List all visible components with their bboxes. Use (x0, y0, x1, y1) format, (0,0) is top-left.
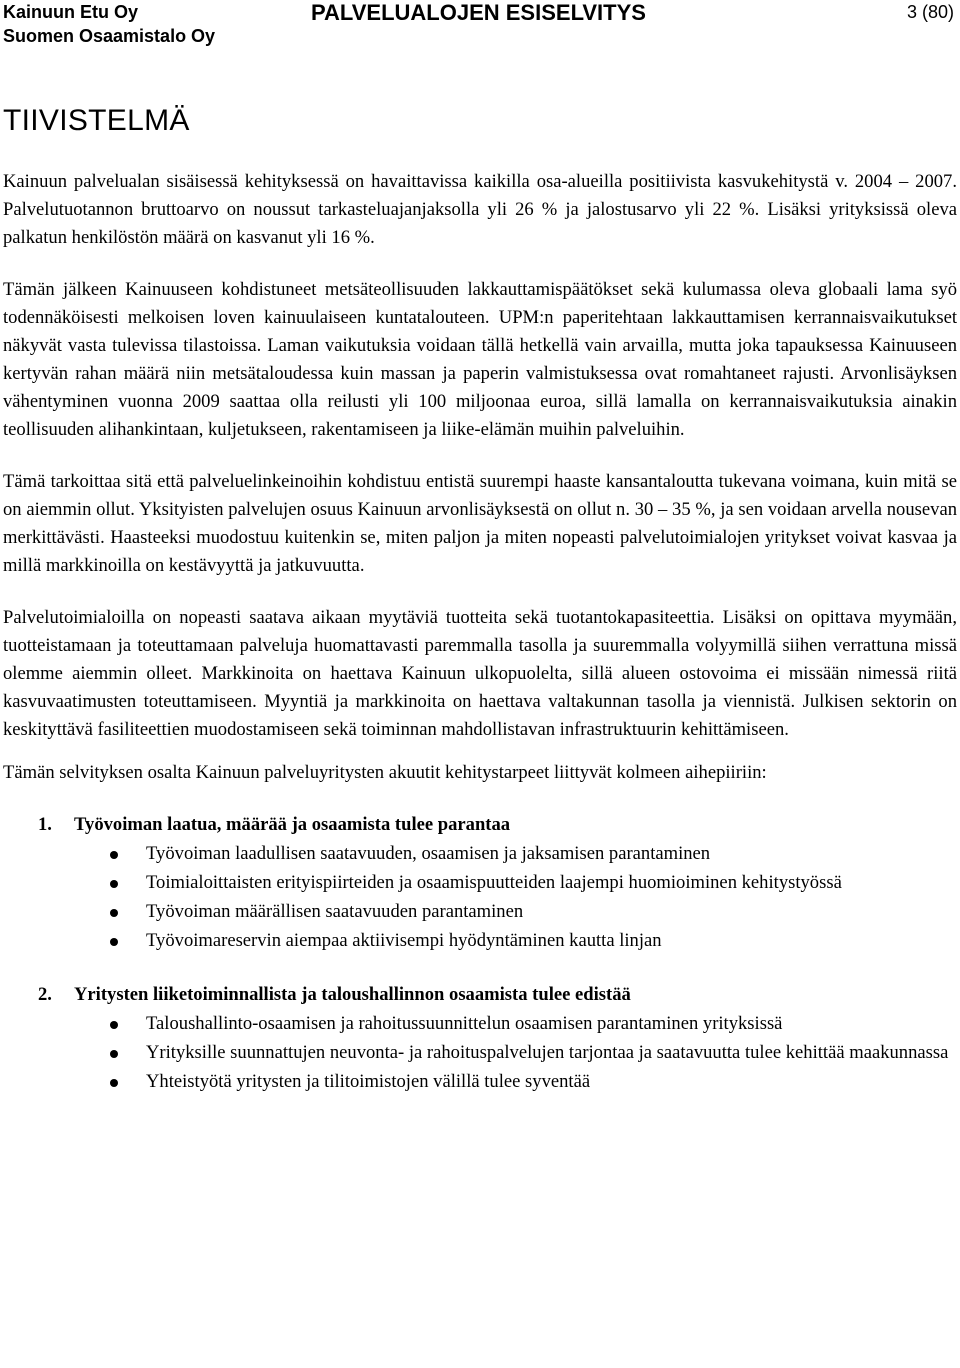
list-heading-text: Yritysten liiketoiminnallista ja taloushallinnon osaamista tulee edistää (74, 984, 631, 1005)
bullet-text: Yrityksille suunnattujen neuvonta- ja rahoituspalvelujen tarjontaa ja saatavuutta tulee kehittää maakunnassa (146, 1042, 949, 1063)
page-header (0, 0, 960, 48)
document-body (3, 168, 957, 1096)
list-heading (3, 981, 957, 1009)
list-item (3, 811, 957, 955)
bullet-list (3, 839, 957, 955)
bullet-item (3, 1038, 957, 1067)
numbered-list (3, 811, 957, 1096)
bullet-text: Taloushallinto-osaamisen ja rahoitussuunnittelun osaamisen parantaminen yrityksissä (146, 1013, 783, 1034)
bullet-icon (110, 1021, 118, 1029)
list-number: 1. (38, 814, 52, 835)
bullet-item (3, 839, 957, 868)
paragraph-2: Tämän jälkeen Kainuuseen kohdistuneet metsäteollisuuden lakkauttamispäätökset sekä kulumassa oleva globaali lama syö todennäköisesti melkoisen loven kainuulaiseen kuntatalouteen. UPM:n paperitehtaan lakkauttamisen kerrannaisvaikutukset näkyvät vasta tulevissa tilastoissa. Laman vaikutuksia voidaan tällä hetkellä vain arvailla, mutta joka tapauksessa Kainuuseen kertyvän rahan määrä niin metsätaloudessa kuin massan ja paperin valmistuksessa ovat romahtaneet rajusti. Arvonlisäyksen vähentyminen vuonna 2009 saattaa olla reilusti yli 100 miljoonaa euroa, sillä lamalla on kerrannaisvaikutuksia ainakin teollisuuden alihankintaan, kuljetukseen, rakentamiseen ja liike-elämän muihin palveluihin. (3, 279, 957, 440)
bullet-icon (110, 938, 118, 946)
section-title: TIIVISTELMÄ (3, 104, 190, 137)
bullet-item (3, 897, 957, 926)
paragraph-1: Kainuun palvelualan sisäisessä kehityksessä on havaittavissa kaikilla osa-alueilla positiivista kasvukehitystä v. 2004 – 2007. Palvelutuotannon bruttoarvo on noussut tarkasteluajanjaksolla yli 26 % ja jalostusarvo yli 22 %. Lisäksi yrityksissä oleva palkatun henkilöstön määrä on kasvanut yli 16 %. (3, 171, 957, 248)
bullet-item (3, 1009, 957, 1038)
list-number: 2. (38, 984, 52, 1005)
bullet-icon (110, 909, 118, 917)
paragraph-5: Tämän selvityksen osalta Kainuun palveluyritysten akuutit kehitystarpeet liittyvät kolmeen aihepiiriin: (3, 762, 767, 783)
list-heading-text: Työvoiman laatua, määrää ja osaamista tulee parantaa (74, 814, 511, 835)
paragraph-4: Palvelutoimialoilla on nopeasti saatava aikaan myytäviä tuotteita sekä tuotantokapasiteettia. Lisäksi on opittava myymään, tuotteistamaan ja toteuttamaan palveluja huomattavasti paremmalla tasolla ja suuremmalla volyymillä siihen verrattuna missä olemme aiemmin olleet. Markkinoita on haettava Kainuun ulkopuolelta, sillä alueen ostovoima ei missään nimessä riitä kasvuvaatimusten toteuttamiseen. Myyntiä ja markkinoita on haettava valtakunnan tasolla ja viennistä. Julkisen sektorin on keskityttävä fasiliteettien muodostamiseen sekä toiminnan mahdollistavan infrastruktuurin kehittämiseen. (3, 607, 957, 740)
bullet-text: Toimialoittaisten erityispiirteiden ja osaamispuutteiden laajempi huomioiminen kehitystyössä (146, 872, 842, 893)
bullet-icon (110, 851, 118, 859)
list-item (3, 981, 957, 1096)
bullet-text: Yhteistyötä yritysten ja tilitoimistojen välillä tulee syventää (146, 1071, 591, 1092)
bullet-icon (110, 880, 118, 888)
bullet-item (3, 1067, 957, 1096)
list-heading (3, 811, 957, 839)
header-page-number: 3 (80) (906, 2, 954, 22)
bullet-text: Työvoiman määrällisen saatavuuden parantaminen (146, 901, 524, 922)
bullet-text: Työvoiman laadullisen saatavuuden, osaamisen ja jaksamisen parantaminen (146, 843, 711, 864)
bullet-list (3, 1009, 957, 1096)
bullet-icon (110, 1079, 118, 1087)
header-company-2: Suomen Osaamistalo Oy (3, 26, 216, 46)
paragraph-3: Tämä tarkoittaa sitä että palveluelinkeinoihin kohdistuu entistä suurempi haaste kansantaloutta tukevana voimana, kuin mitä se on aiemmin ollut. Yksityisten palvelujen osuus Kainuun arvonlisäyksestä on ollut n. 30 – 35 %, ja sen voidaan arvella nousevan merkittävästi. Haasteeksi muodostuu kuitenkin se, miten paljon ja miten nopeasti palvelutoimialojen yritykset voivat kasvaa ja millä markkinoilla on kestävyyttä ja jatkuvuutta. (3, 471, 957, 576)
header-doc-title: PALVELUALOJEN ESISELVITYS (311, 0, 646, 25)
bullet-item (3, 926, 957, 955)
bullet-icon (110, 1050, 118, 1058)
bullet-item (3, 868, 957, 897)
bullet-text: Työvoimareservin aiempaa aktiivisempi hyödyntäminen kautta linjan (146, 930, 662, 951)
header-company-1: Kainuun Etu Oy (3, 2, 138, 22)
